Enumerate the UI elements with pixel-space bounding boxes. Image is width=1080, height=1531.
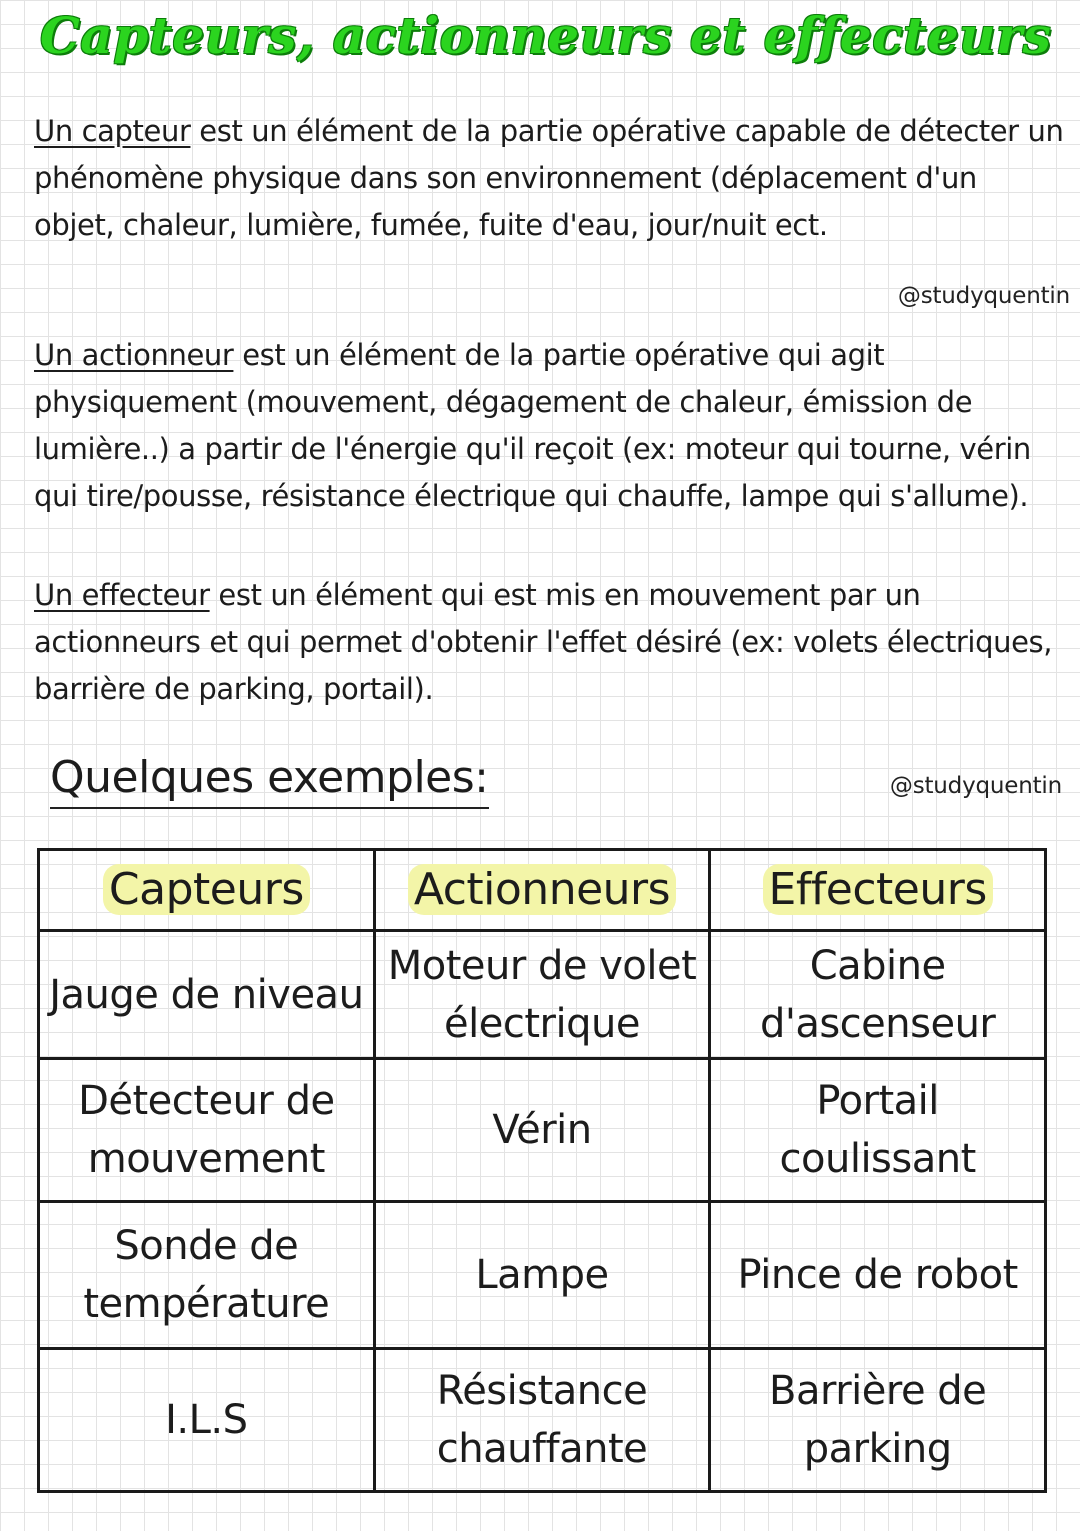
watermark-handle: @studyquentin bbox=[897, 283, 1070, 309]
table-cell: Pince de robot bbox=[710, 1202, 1046, 1349]
header-effecteurs: Effecteurs bbox=[710, 850, 1046, 931]
term-effecteur: Un effecteur bbox=[34, 578, 210, 612]
definition-effecteur bbox=[34, 572, 1064, 713]
term-capteur: Un capteur bbox=[34, 114, 191, 148]
term-actionneur: Un actionneur bbox=[34, 338, 234, 372]
header-actionneurs: Actionneurs bbox=[374, 850, 710, 931]
table-cell: Jauge de niveau bbox=[39, 931, 375, 1059]
table-cell: Résistance chauffante bbox=[374, 1349, 710, 1492]
header-capteurs: Capteurs bbox=[39, 850, 375, 931]
examples-heading: Quelques exemples: bbox=[50, 752, 489, 809]
definition-actionneur bbox=[34, 332, 1064, 520]
page-title: Capteurs, actionneurs et effecteurs bbox=[40, 6, 1052, 65]
watermark-handle: @studyquentin bbox=[889, 773, 1062, 799]
table-header-row bbox=[39, 850, 1046, 931]
table-cell: Détecteur de mouvement bbox=[39, 1059, 375, 1202]
table-row bbox=[39, 1059, 1046, 1202]
table-row bbox=[39, 1349, 1046, 1492]
definition-capteur-text: est un élément de la partie opérative capable de détecter un phénomène physique dans son environnement (déplacement d'un objet, chaleur, lumière, fumée, fuite d'eau, jour/nuit ect. bbox=[34, 114, 1064, 242]
table-cell: Sonde de température bbox=[39, 1202, 375, 1349]
table-cell: Portail coulissant bbox=[710, 1059, 1046, 1202]
table-cell: Vérin bbox=[374, 1059, 710, 1202]
table-cell: Lampe bbox=[374, 1202, 710, 1349]
table-cell: Barrière de parking bbox=[710, 1349, 1046, 1492]
table-row bbox=[39, 1202, 1046, 1349]
table-cell: I.L.S bbox=[39, 1349, 375, 1492]
table-cell: Moteur de volet électrique bbox=[374, 931, 710, 1059]
examples-table bbox=[37, 848, 1047, 1493]
table-row bbox=[39, 931, 1046, 1059]
definition-capteur bbox=[34, 108, 1064, 249]
definition-actionneur-text: est un élément de la partie opérative qui agit physiquement (mouvement, dégagement de chaleur, émission de lumière..) a partir de l'énergie qu'il reçoit (ex: moteur qui tourne, vérin qui tire/pousse, résistance électrique qui chauffe, lampe qui s'allume). bbox=[34, 338, 1031, 513]
table-cell: Cabine d'ascenseur bbox=[710, 931, 1046, 1059]
definition-effecteur-text: est un élément qui est mis en mouvement par un actionneurs et qui permet d'obtenir l'effet désiré (ex: volets électriques, barrière de parking, portail). bbox=[34, 578, 1053, 706]
